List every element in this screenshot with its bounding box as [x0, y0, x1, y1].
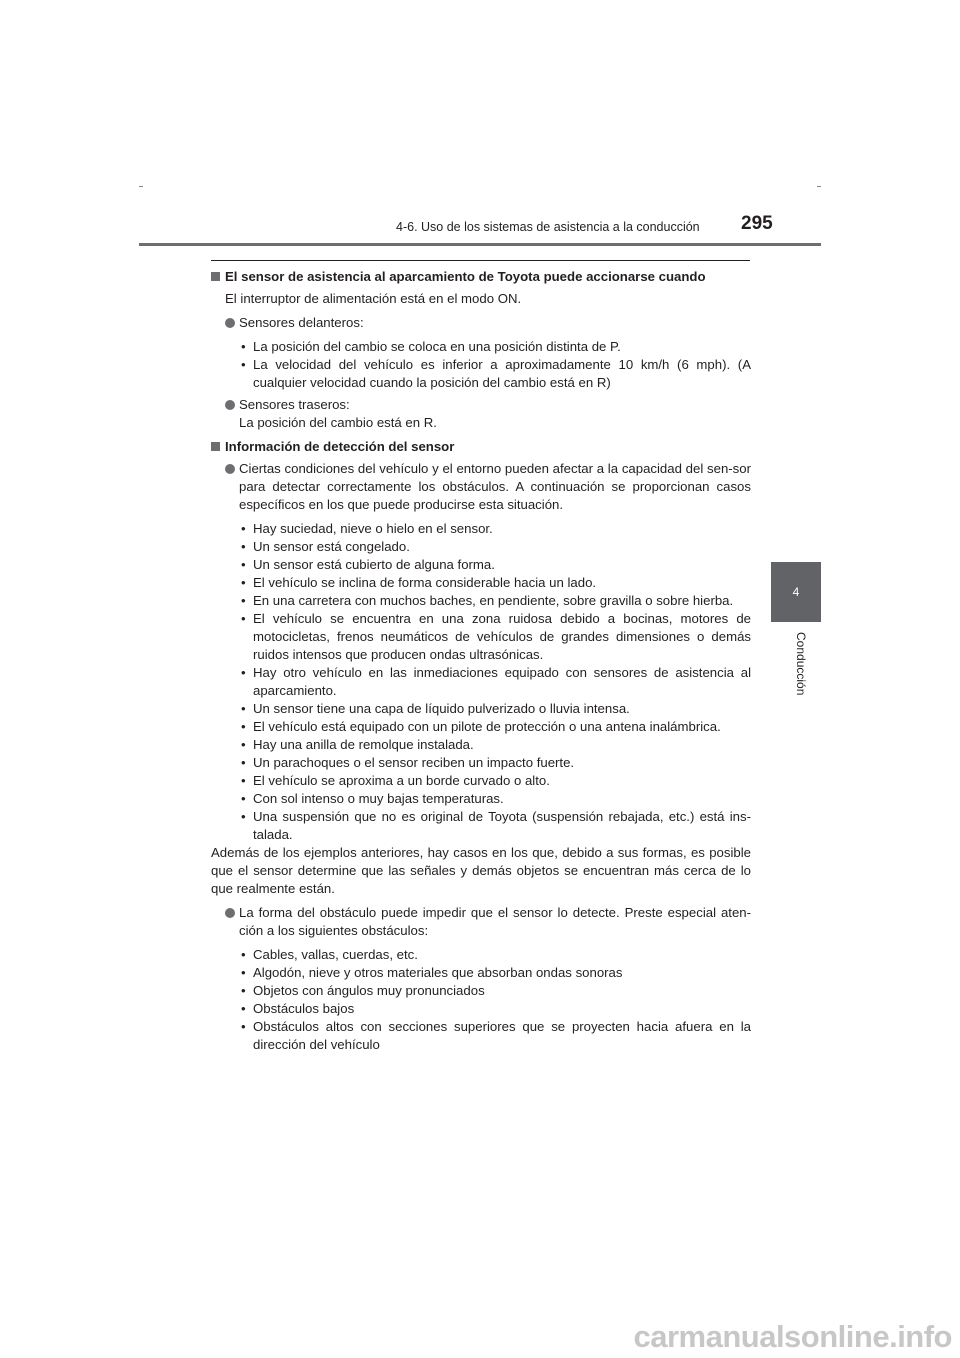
list-item: • En una carretera con muchos baches, en pendiente, sobre gravilla o sobre hierba. [211, 592, 751, 610]
crop-mark-right [817, 186, 821, 187]
list-item: • La posición del cambio se coloca en una posición distinta de P. [211, 338, 751, 356]
page-number: 295 [741, 213, 773, 234]
list-item: • Una suspensión que no es original de Toyota (suspensión rebajada, etc.) está ins-talada. [211, 808, 751, 844]
list-item: • Obstáculos altos con secciones superiores que se proyecten hacia afuera en la dirección del vehículo [211, 1018, 751, 1054]
obstacles-list [211, 946, 751, 1054]
chapter-tab: 4 [771, 562, 821, 622]
list-item: • El vehículo está equipado con un pilote de protección o una antena inalámbrica. [211, 718, 751, 736]
list-item: • Hay otro vehículo en las inmediaciones equipado con sensores de asistencia al aparcamiento. [211, 664, 751, 700]
circle-bullet-icon [225, 464, 235, 474]
circle-bullet-icon [225, 318, 235, 328]
bullet-conditions-intro: Ciertas condiciones del vehículo y el entorno pueden afectar a la capacidad del sen-sor para detectar correctamente los obstáculos. A continuación se proporcionan casos específicos en los que puede producirse esta situación. [211, 460, 751, 514]
front-sensor-conditions [211, 338, 751, 392]
bullet-rear-sensors: Sensores traseros: La posición del cambio está en R. [211, 396, 751, 432]
section-title: 4-6. Uso de los sistemas de asistencia a la conducción [396, 220, 700, 234]
list-item: • Un parachoques o el sensor reciben un impacto fuerte. [211, 754, 751, 772]
chapter-label: Conducción [794, 632, 808, 696]
main-content [211, 268, 751, 1054]
circle-bullet-icon [225, 400, 235, 410]
list-item: • La velocidad del vehículo es inferior a aproximadamente 10 km/h (6 mph). (A cualquier velocidad cuando la posición del cambio está en R) [211, 356, 751, 392]
list-item: • Un sensor está congelado. [211, 538, 751, 556]
paragraph-power: El interruptor de alimentación está en el modo ON. [225, 291, 522, 306]
paragraph-additional: Además de los ejemplos anteriores, hay casos en los que, debido a sus formas, es posible que el sensor determine que las señales y demás objetos se encuentran más cerca de lo que realmente están. [211, 845, 751, 896]
list-item: • Obstáculos bajos [211, 1000, 751, 1018]
list-item: • Algodón, nieve y otros materiales que absorban ondas sonoras [211, 964, 751, 982]
watermark-text: carmanualsonline.info [633, 1319, 952, 1354]
watermark-logo [575, 1317, 960, 1358]
list-item: • Hay suciedad, nieve o hielo en el sensor. [211, 520, 751, 538]
content-rule [211, 260, 750, 261]
header-rule [139, 243, 821, 246]
heading-detection-info: Información de detección del sensor [211, 438, 751, 456]
crop-mark-left [139, 186, 143, 187]
bullet-obstacle-shape: La forma del obstáculo puede impedir que el sensor lo detecte. Preste especial aten-ción a los siguientes obstáculos: [211, 904, 751, 940]
list-item: • Con sol intenso o muy bajas temperaturas. [211, 790, 751, 808]
list-item: • Objetos con ángulos muy pronunciados [211, 982, 751, 1000]
list-item: • Un sensor está cubierto de alguna forma. [211, 556, 751, 574]
list-item: • Un sensor tiene una capa de líquido pulverizado o lluvia intensa. [211, 700, 751, 718]
bullet-front-sensors: Sensores delanteros: [211, 314, 751, 332]
detection-conditions-list [211, 520, 751, 844]
heading-activation: El sensor de asistencia al aparcamiento de Toyota puede accionarse cuando [211, 268, 751, 286]
list-item: • El vehículo se encuentra en una zona ruidosa debido a bocinas, motores de motocicletas, frenos neumáticos de vehículos de grandes dimensiones o demás ruidos intensos que producen ondas ultrasónicas. [211, 610, 751, 664]
list-item: • El vehículo se inclina de forma considerable hacia un lado. [211, 574, 751, 592]
square-bullet-icon [211, 442, 220, 451]
circle-bullet-icon [225, 908, 235, 918]
list-item: • El vehículo se aproxima a un borde curvado o alto. [211, 772, 751, 790]
square-bullet-icon [211, 272, 220, 281]
list-item: • Hay una anilla de remolque instalada. [211, 736, 751, 754]
list-item: • Cables, vallas, cuerdas, etc. [211, 946, 751, 964]
